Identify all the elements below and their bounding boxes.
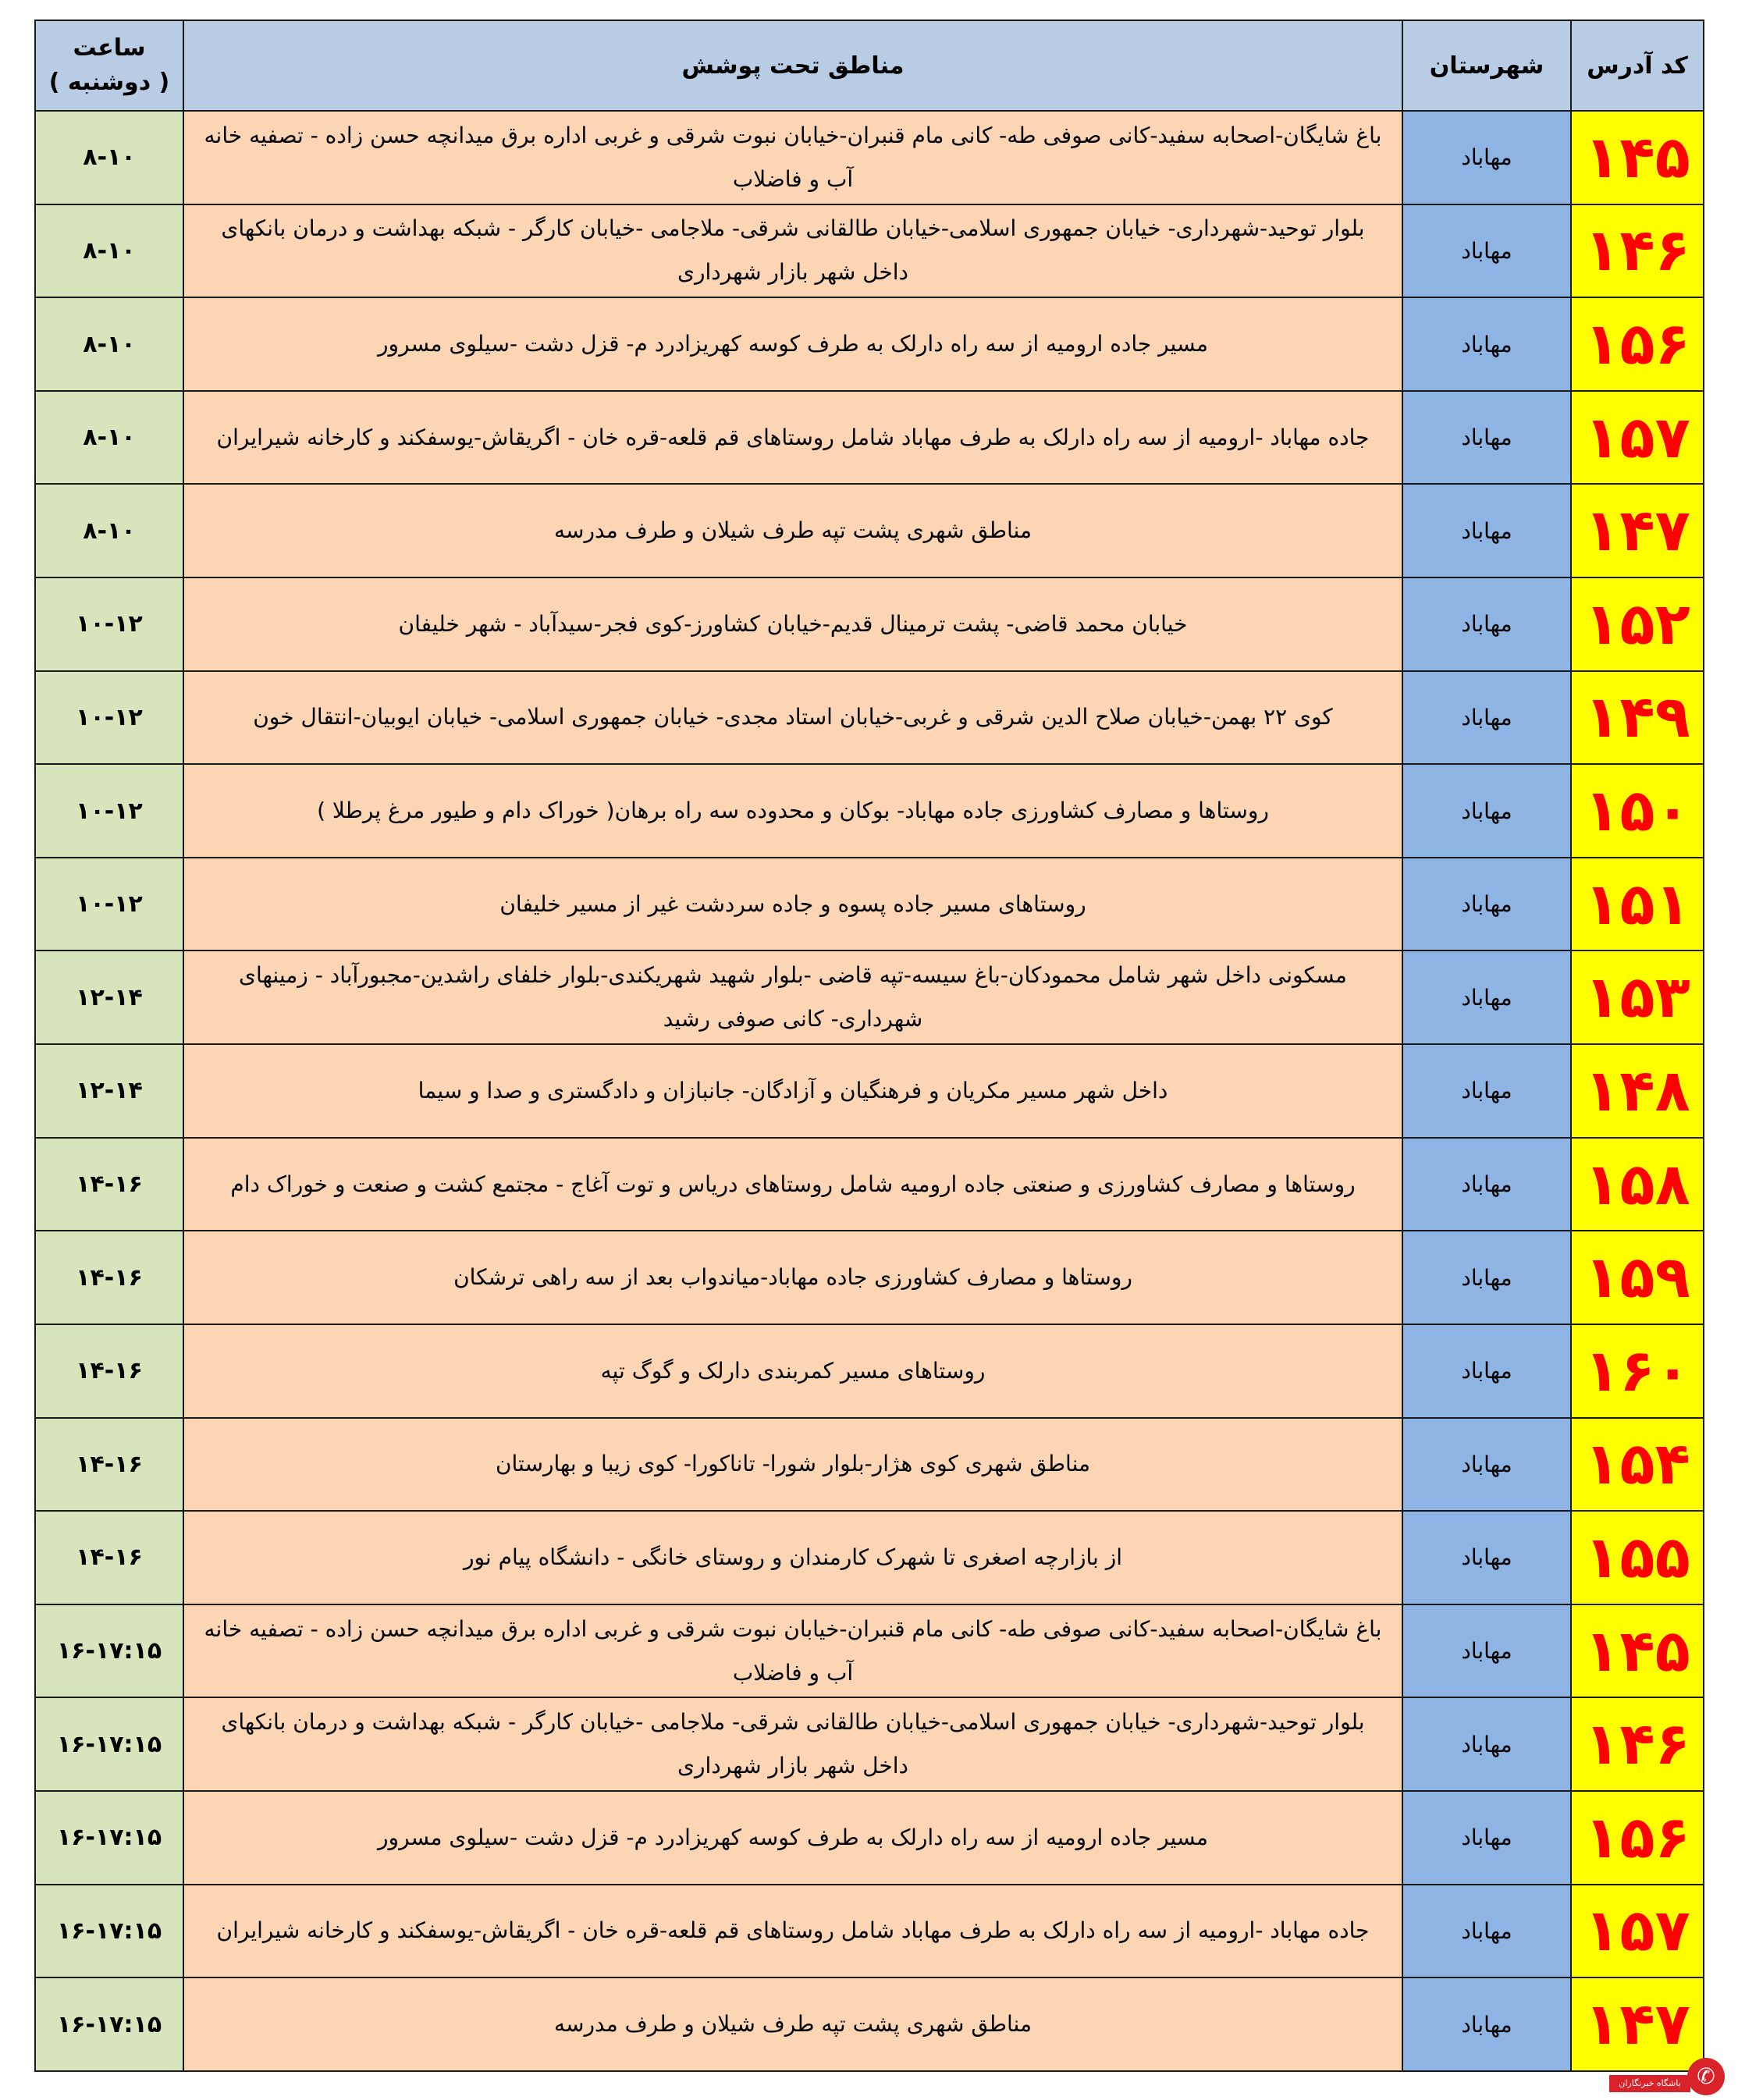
city-cell: مهاباد bbox=[1402, 1044, 1571, 1138]
areas-cell: از بازارچه اصغری تا شهرک کارمندان و روستای خانگی - دانشگاه پیام نور bbox=[183, 1511, 1402, 1604]
table-row bbox=[35, 1044, 1704, 1138]
address-code: ۱۴۶ bbox=[1571, 1697, 1704, 1791]
time-cell: ۱۶-۱۷:۱۵ bbox=[35, 1791, 183, 1885]
city-cell: مهاباد bbox=[1402, 1138, 1571, 1231]
city-cell: مهاباد bbox=[1402, 1977, 1571, 2071]
areas-cell: مسکونی داخل شهر شامل محمودکان-باغ سیسه-تپه قاضی -بلوار شهید شهریکندی-بلوار خلفای راشدین-مجبورآباد - زمینهای شهرداری- کانی صوفی رشید bbox=[183, 951, 1402, 1044]
header-code: کد آدرس bbox=[1571, 20, 1704, 111]
areas-cell: روستاها و مصارف کشاورزی و صنعتی جاده ارومیه شامل روستاهای دریاس و توت آغاج - مجتمع کشت و صنعت و خوراک دام bbox=[183, 1138, 1402, 1231]
areas-cell: جاده مهاباد -ارومیه از سه راه دارلک به طرف مهاباد شامل روستاهای قم قلعه-قره خان - اگریقاش-یوسفکند و کارخانه شیرایران bbox=[183, 391, 1402, 485]
time-cell: ۱۴-۱۶ bbox=[35, 1138, 183, 1231]
address-code: ۱۵۴ bbox=[1571, 1418, 1704, 1512]
table-row bbox=[35, 1511, 1704, 1604]
address-code: ۱۵۱ bbox=[1571, 858, 1704, 951]
areas-cell: خیابان محمد قاضی- پشت ترمینال قدیم-خیابان کشاورز-کوی فجر-سیدآباد - شهر خلیفان bbox=[183, 577, 1402, 671]
city-cell: مهاباد bbox=[1402, 297, 1571, 391]
table-row bbox=[35, 1977, 1704, 2071]
address-code: ۱۴۷ bbox=[1571, 484, 1704, 577]
table-row bbox=[35, 1324, 1704, 1418]
time-cell: ۸-۱۰ bbox=[35, 297, 183, 391]
time-cell: ۱۰-۱۲ bbox=[35, 858, 183, 951]
time-cell: ۱۰-۱۲ bbox=[35, 671, 183, 765]
time-cell: ۱۰-۱۲ bbox=[35, 764, 183, 858]
city-cell: مهاباد bbox=[1402, 671, 1571, 765]
areas-cell: بلوار توحید-شهرداری- خیابان جمهوری اسلامی-خیابان طالقانی شرقی- ملاجامی -خیابان کارگر - شبکه بهداشت و درمان بانکهای داخل شهر بازار شهرداری bbox=[183, 1697, 1402, 1791]
areas-cell: مناطق شهری کوی هژار-بلوار شورا- تاناکورا- کوی زیبا و بهارستان bbox=[183, 1418, 1402, 1512]
table-row bbox=[35, 1697, 1704, 1791]
address-code: ۱۶۰ bbox=[1571, 1324, 1704, 1418]
areas-cell: مسیر جاده ارومیه از سه راه دارلک به طرف کوسه کهریزادرد م- قزل دشت -سیلوی مسرور bbox=[183, 1791, 1402, 1885]
time-cell: ۱۰-۱۲ bbox=[35, 577, 183, 671]
time-cell: ۱۶-۱۷:۱۵ bbox=[35, 1977, 183, 2071]
table-row bbox=[35, 1791, 1704, 1885]
time-cell: ۱۴-۱۶ bbox=[35, 1511, 183, 1604]
address-code: ۱۵۶ bbox=[1571, 297, 1704, 391]
areas-cell: مناطق شهری پشت تپه طرف شیلان و طرف مدرسه bbox=[183, 484, 1402, 577]
address-code: ۱۴۶ bbox=[1571, 204, 1704, 298]
address-code: ۱۴۵ bbox=[1571, 1604, 1704, 1698]
address-code: ۱۵۹ bbox=[1571, 1231, 1704, 1324]
address-code: ۱۴۷ bbox=[1571, 1977, 1704, 2071]
schedule-sheet bbox=[34, 20, 1703, 2072]
header-city: شهرستان bbox=[1402, 20, 1571, 111]
city-cell: مهاباد bbox=[1402, 1231, 1571, 1324]
address-code: ۱۵۰ bbox=[1571, 764, 1704, 858]
city-cell: مهاباد bbox=[1402, 1324, 1571, 1418]
table-row bbox=[35, 1418, 1704, 1512]
header-areas: مناطق تحت پوشش bbox=[183, 20, 1402, 111]
time-cell: ۱۴-۱۶ bbox=[35, 1324, 183, 1418]
table-row bbox=[35, 1885, 1704, 1978]
table-row bbox=[35, 764, 1704, 858]
areas-cell: باغ شایگان-اصحابه سفید-کانی صوفی طه- کانی مام قنبران-خیابان نبوت شرقی و غربی اداره برق میدانچه حسن زاده - تصفیه خانه آب و فاضلاب bbox=[183, 111, 1402, 204]
time-cell: ۸-۱۰ bbox=[35, 111, 183, 204]
time-cell: ۸-۱۰ bbox=[35, 204, 183, 298]
time-cell: ۱۶-۱۷:۱۵ bbox=[35, 1885, 183, 1978]
areas-cell: باغ شایگان-اصحابه سفید-کانی صوفی طه- کانی مام قنبران-خیابان نبوت شرقی و غربی اداره برق میدانچه حسن زاده - تصفیه خانه آب و فاضلاب bbox=[183, 1604, 1402, 1698]
areas-cell: روستاها و مصارف کشاورزی جاده مهاباد-میاندواب بعد از سه راهی ترشکان bbox=[183, 1231, 1402, 1324]
header-time bbox=[35, 20, 183, 111]
header-row bbox=[35, 20, 1704, 111]
areas-cell: مناطق شهری پشت تپه طرف شیلان و طرف مدرسه bbox=[183, 1977, 1402, 2071]
header-time-label: ساعت bbox=[73, 34, 146, 62]
areas-cell: روستاهای مسیر جاده پسوه و جاده سردشت غیر از مسیر خلیفان bbox=[183, 858, 1402, 951]
address-code: ۱۴۵ bbox=[1571, 111, 1704, 204]
time-cell: ۱۲-۱۴ bbox=[35, 951, 183, 1044]
address-code: ۱۴۹ bbox=[1571, 671, 1704, 765]
table-row bbox=[35, 951, 1704, 1044]
address-code: ۱۴۸ bbox=[1571, 1044, 1704, 1138]
time-cell: ۱۴-۱۶ bbox=[35, 1231, 183, 1324]
address-code: ۱۵۷ bbox=[1571, 1885, 1704, 1978]
table-row bbox=[35, 391, 1704, 485]
header-time-day: ( دوشنبه ) bbox=[48, 69, 170, 96]
time-cell: ۱۶-۱۷:۱۵ bbox=[35, 1604, 183, 1698]
areas-cell: مسیر جاده ارومیه از سه راه دارلک به طرف کوسه کهریزادرد م- قزل دشت -سیلوی مسرور bbox=[183, 297, 1402, 391]
table-row bbox=[35, 1231, 1704, 1324]
city-cell: مهاباد bbox=[1402, 391, 1571, 485]
time-cell: ۱۴-۱۶ bbox=[35, 1418, 183, 1512]
table-row bbox=[35, 858, 1704, 951]
time-cell: ۱۶-۱۷:۱۵ bbox=[35, 1697, 183, 1791]
city-cell: مهاباد bbox=[1402, 1697, 1571, 1791]
address-code: ۱۵۲ bbox=[1571, 577, 1704, 671]
table-row bbox=[35, 1138, 1704, 1231]
city-cell: مهاباد bbox=[1402, 1418, 1571, 1512]
logo-phone-icon: ✆ bbox=[1687, 2058, 1725, 2095]
time-cell: ۱۲-۱۴ bbox=[35, 1044, 183, 1138]
table-row bbox=[35, 1604, 1704, 1698]
table-row bbox=[35, 297, 1704, 391]
table-row bbox=[35, 484, 1704, 577]
city-cell: مهاباد bbox=[1402, 951, 1571, 1044]
city-cell: مهاباد bbox=[1402, 111, 1571, 204]
time-cell: ۸-۱۰ bbox=[35, 484, 183, 577]
address-code: ۱۵۸ bbox=[1571, 1138, 1704, 1231]
logo-text: باشگاه خبرنگاران bbox=[1609, 2075, 1690, 2092]
areas-cell: روستاهای مسیر کمربندی دارلک و گوگ تپه bbox=[183, 1324, 1402, 1418]
city-cell: مهاباد bbox=[1402, 1885, 1571, 1978]
table-row bbox=[35, 204, 1704, 298]
address-code: ۱۵۶ bbox=[1571, 1791, 1704, 1885]
table-row bbox=[35, 111, 1704, 204]
areas-cell: داخل شهر مسیر مکریان و فرهنگیان و آزادگان- جانبازان و دادگستری و صدا و سیما bbox=[183, 1044, 1402, 1138]
power-outage-table bbox=[34, 20, 1704, 2072]
city-cell: مهاباد bbox=[1402, 1604, 1571, 1698]
news-agency-logo bbox=[1609, 2056, 1734, 2097]
address-code: ۱۵۵ bbox=[1571, 1511, 1704, 1604]
areas-cell: کوی ۲۲ بهمن-خیابان صلاح الدین شرقی و غربی-خیابان استاد مجدی- خیابان جمهوری اسلامی- خیابان ایوبیان-انتقال خون bbox=[183, 671, 1402, 765]
city-cell: مهاباد bbox=[1402, 577, 1571, 671]
table-row bbox=[35, 671, 1704, 765]
city-cell: مهاباد bbox=[1402, 764, 1571, 858]
address-code: ۱۵۳ bbox=[1571, 951, 1704, 1044]
areas-cell: روستاها و مصارف کشاورزی جاده مهاباد- بوکان و محدوده سه راه برهان( خوراک دام و طیور مرغ پرطلا ) bbox=[183, 764, 1402, 858]
areas-cell: جاده مهاباد -ارومیه از سه راه دارلک به طرف مهاباد شامل روستاهای قم قلعه-قره خان - اگریقاش-یوسفکند و کارخانه شیرایران bbox=[183, 1885, 1402, 1978]
city-cell: مهاباد bbox=[1402, 1511, 1571, 1604]
city-cell: مهاباد bbox=[1402, 484, 1571, 577]
areas-cell: بلوار توحید-شهرداری- خیابان جمهوری اسلامی-خیابان طالقانی شرقی- ملاجامی -خیابان کارگر - شبکه بهداشت و درمان بانکهای داخل شهر بازار شهرداری bbox=[183, 204, 1402, 298]
city-cell: مهاباد bbox=[1402, 204, 1571, 298]
address-code: ۱۵۷ bbox=[1571, 391, 1704, 485]
time-cell: ۸-۱۰ bbox=[35, 391, 183, 485]
city-cell: مهاباد bbox=[1402, 1791, 1571, 1885]
city-cell: مهاباد bbox=[1402, 858, 1571, 951]
table-row bbox=[35, 577, 1704, 671]
